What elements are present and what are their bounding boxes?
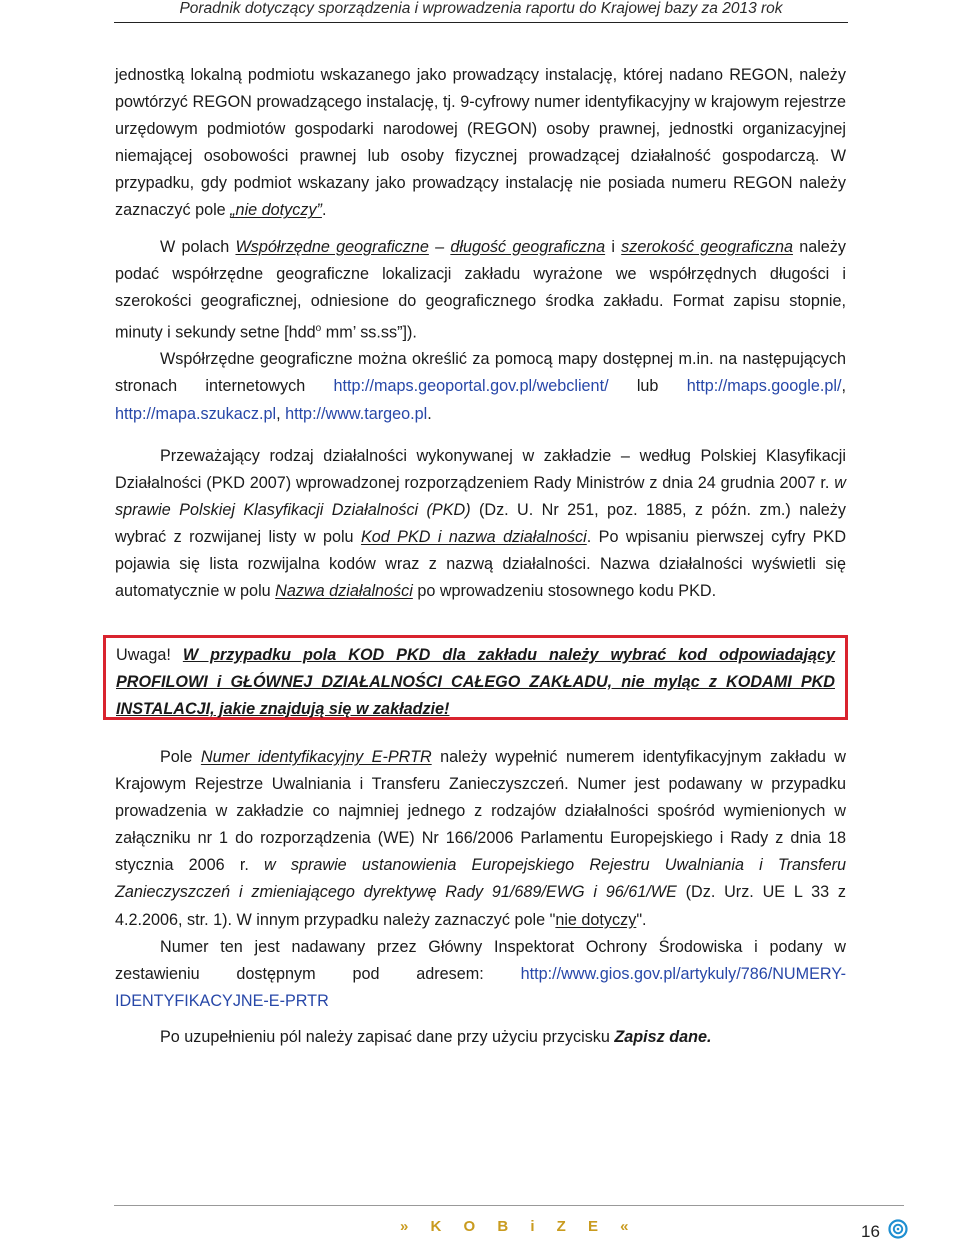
paragraph-text: W polach [160,237,236,256]
target-icon [888,1219,908,1239]
paragraph-end: . [321,201,327,220]
paragraph-text: . Po wpisaniu pierwszej cyfry PKD pojawia się lista rozwijalna kodów wraz z nazwą działalności. Nazwa działalności wyświetli się automatycznie w polu [115,527,847,601]
paragraph-text: lub [608,377,687,396]
paragraph-text: Współrzędne geograficzne można określić za pomocą mapy dostępnej m.in. na następujących stronach internetowych [115,350,846,396]
paragraph-text: , [276,404,286,423]
degree-symbol: o [315,322,322,334]
paragraph-text: i [605,237,622,256]
paragraph-text: Pole [160,748,201,766]
paragraph-end: . [427,404,432,423]
paragraph-text: należy wypełnić numerem identyfikacyjnym zakładu w Krajowym Rejestrze Uwalniania i Transferu Zanieczyszczeń. Numer jest podawany w przypadku prowadzenia w zakładzie co najmniej jednego z rodzajów działalności spośród wymienionych w załączniku nr 1 do rozporządzenia (WE) Nr 166/2006 Parlamentu Europejskiego i Rady z dnia 18 stycznia 2006 r. [115,748,847,875]
paragraph-text: Numer ten jest nadawany przez Główny Inspektorat Ochrony Środowiska i podany w zestawieniu dostępnym pod adresem: [115,937,846,983]
paragraph-coordinates [115,234,846,347]
paragraph-gios [115,934,846,1015]
document-body [115,62,846,605]
paragraph-text: Przeważający rodzaj działalności wykonywanej w zakładzie – według Polskiej Klasyfikacji Działalności (PKD 2007) wprowadzonej rozporządzeniem Rady Ministrów z dnia 24 grudnia 2007 r. [115,446,846,492]
document-body-lower [115,744,846,1051]
regulation-title: w sprawie ustanowienia Europejskiego Rejestru Uwalniania i Transferu Zanieczyszczeń i zmieniającego dyrektywę Rady 91/689/EWG i 96/61/WE [115,856,846,902]
paragraph-text: – [428,237,451,256]
paragraph-text: , [841,377,846,396]
paragraph-pkd [115,443,846,606]
field-name-szerokosc: szerokość geograficzna [621,237,793,256]
link-geoportal[interactable]: http://maps.geoportal.gov.pl/webclient/ [333,377,609,396]
paragraph-text: Po uzupełnieniu pól należy zapisać dane przy użyciu przycisku [160,1027,615,1046]
footer-divider [114,1205,904,1206]
field-name-nie-dotyczy: „nie dotyczy” [230,201,322,220]
footer-logo: » K O B i Z E « [400,1218,638,1235]
warning-box [103,635,848,720]
field-name-nie-dotyczy: nie dotyczy [555,910,637,929]
paragraph-eprtr [115,744,846,934]
paragraph-text: należy podać współrzędne geograficzne lokalizacji zakładu wyrażone we współrzędnych długości i szerokości geograficznej, odniesione do geograficznego środka zakładu. Format zapisu stopnie, minuty i sekundy setne [hdd [115,237,846,342]
page-header [114,0,848,23]
link-targeo[interactable]: http://www.targeo.pl [285,404,428,423]
paragraph-regon [115,62,846,225]
paragraph-save [115,1024,846,1051]
link-gios[interactable]: http://www.gios.gov.pl/artykuly/786/NUMERY-IDENTYFIKACYJNE-E-PRTR [115,964,846,1010]
paragraph-text: jednostką lokalną podmiotu wskazanego jako prowadzący instalację, której nadano REGON, należy powtórzyć REGON prowadzącego instalację, tj. 9-cyfrowy numer identyfikacyjny w krajowym rejestrze urzędowym podmiotów gospodarki narodowej (REGON) osoby prawnej, jednostki organizacyjnej niemającej osobowości prawnej lub osoby fizycznej prowadzącej działalność gospodarczą. W przypadku, gdy podmiot wskazany jako prowadzący instalację nie posiada numeru REGON należy zaznaczyć pole [115,66,846,220]
field-name-wspolrzedne: Współrzędne geograficzne [235,237,429,256]
warning-text: W przypadku pola KOD PKD dla zakładu należy wybrać kod odpowiadający PROFILOWI i GŁÓWNEJ DZIAŁALNOŚCI CAŁEGO ZAKŁADU, nie myląc z KODAMI PKD INSTALACJI, jakie znajdują się w zakładzie! [116,646,835,719]
save-button-name: Zapisz dane. [614,1027,712,1046]
field-name-nazwa-dzialalnosci: Nazwa działalności [275,582,413,601]
paragraph-text: ". [636,910,647,929]
paragraph-text: mm’ ss.ss”]). [321,323,417,342]
paragraph-text: (Dz. Urz. UE L 33 z 4.2.2006, str. 1). W innym przypadku należy zaznaczyć pole " [115,883,846,929]
paragraph-text: (Dz. U. Nr 251, poz. 1885, z późn. zm.) należy wybrać z rozwijanej listy w polu [115,500,846,546]
page-number: 16 [861,1222,880,1241]
paragraph-maps [115,346,846,427]
field-name-kod-pkd: Kod PKD i nazwa działalności [360,527,587,546]
field-name-numer-eprtr: Numer identyfikacyjny E-PRTR [200,748,432,766]
warning-label: Uwaga! [116,646,183,664]
field-name-dlugosc: długość geograficzna [450,237,606,256]
paragraph-text: po wprowadzeniu stosownego kodu PKD. [412,582,717,601]
header-title: Poradnik dotyczący sporządzenia i wprowadzenia raportu do Krajowej bazy za 2013 rok [179,0,783,17]
regulation-title: w sprawie Polskiej Klasyfikacji Działalności (PKD) [115,473,846,519]
link-szukacz[interactable]: http://mapa.szukacz.pl [115,404,277,423]
link-google-maps[interactable]: http://maps.google.pl/ [686,377,842,396]
